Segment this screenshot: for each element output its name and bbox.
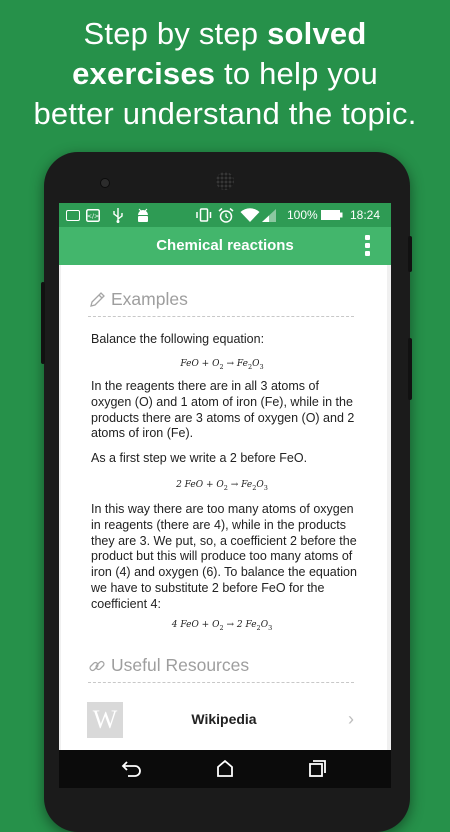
link-icon (88, 657, 106, 675)
clock: 18:24 (350, 208, 381, 222)
overflow-menu-icon[interactable] (365, 235, 371, 259)
headline-line3: better understand the topic. (33, 96, 417, 131)
battery-percent: 100% (287, 208, 318, 222)
app-bar (59, 227, 391, 265)
resources-heading-label: Useful Resources (111, 655, 250, 675)
equation-2: 2 FeO + $O_2 \to Fe_2O_3$ (176, 480, 268, 492)
vibrate-icon (196, 207, 212, 223)
earpiece-speaker (216, 172, 234, 190)
wikipedia-logo-icon: W (87, 702, 123, 738)
recents-button[interactable] (306, 759, 328, 779)
home-button[interactable] (214, 759, 236, 779)
promo-headline (0, 14, 450, 134)
resource-item-wikipedia[interactable] (61, 699, 387, 749)
back-icon (120, 759, 142, 779)
phone-side-button-upper (408, 236, 412, 272)
signal-icon (262, 207, 276, 223)
examples-heading (88, 289, 188, 310)
example-paragraph-2: As a first step we write a 2 before FeO. (91, 451, 308, 465)
resource-label: Wikipedia (191, 711, 257, 727)
headline-line1-normal: Step by step (83, 16, 268, 51)
examples-divider (88, 316, 354, 317)
examples-heading-label: Examples (111, 289, 188, 309)
headline-line2-bold: exercises (72, 56, 216, 91)
alarm-icon (218, 207, 234, 223)
battery-icon (321, 207, 343, 223)
notification-icon-1 (66, 207, 80, 223)
recents-icon (306, 759, 328, 779)
back-button[interactable] (120, 759, 142, 779)
usb-icon (112, 207, 124, 223)
headline-line2-normal: to help you (215, 56, 378, 91)
system-navigation-bar (59, 750, 391, 788)
pencil-icon (88, 291, 106, 309)
status-bar (59, 203, 391, 227)
phone-side-button-right (408, 338, 412, 400)
phone-side-button-left (41, 282, 45, 364)
resources-divider (88, 682, 354, 683)
example-intro: Balance the following equation: (91, 332, 265, 346)
content-card[interactable] (61, 265, 387, 750)
example-paragraph-3: In this way there are too many atoms of oxygen in reagents (there are 4), while in the products they are 3. We put, so, a coefficient 2 before the product but this will produce too many atoms of iron (4) and oxygen (6). To balance the equation we have to substitute 2 before FeO for the coefficient 4: (91, 502, 357, 611)
example-paragraph-1: In the reagents there are in all 3 atoms of oxygen (O) and 1 atom of iron (Fe), while in the products there are 3 atoms of oxygen (O) and 2 atoms of iron (Fe). (91, 379, 355, 441)
phone-screen (59, 203, 391, 788)
equation-3: 4 FeO + $O_2 \to 2$ $Fe_2O_3$ (171, 620, 273, 632)
headline-line1-bold: solved (267, 16, 367, 51)
equation-1: FeO + $O_2 \to Fe_2O_3$ (180, 359, 264, 371)
app-title: Chemical reactions (156, 237, 294, 254)
home-icon (214, 759, 236, 779)
svg-text:</>: </> (86, 212, 100, 220)
front-camera (100, 178, 110, 188)
resources-heading (88, 655, 249, 676)
chevron-right-icon: › (348, 709, 354, 729)
android-icon (136, 207, 150, 223)
code-icon (86, 207, 100, 223)
wifi-icon (240, 207, 260, 223)
